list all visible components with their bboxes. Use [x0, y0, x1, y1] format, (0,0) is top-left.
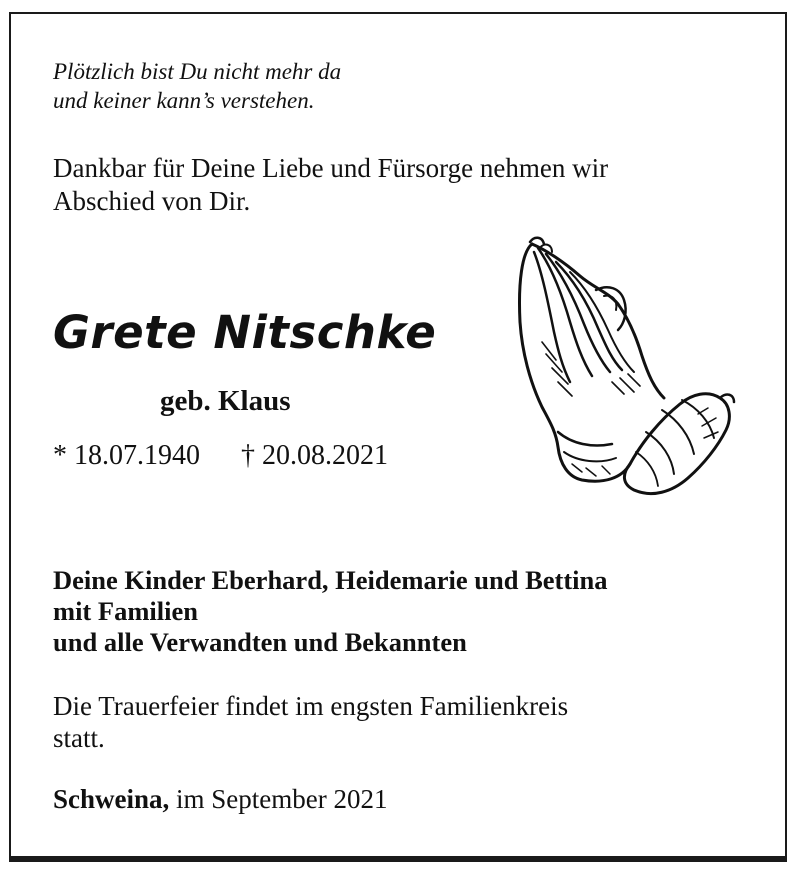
poem [53, 57, 341, 115]
life-dates [53, 440, 388, 472]
intro-line-2: Abschied von Dir. [53, 186, 251, 216]
poem-line-2: und keiner kann’s verstehen. [53, 88, 315, 113]
maiden-name: geb. Klaus [160, 385, 291, 417]
birth-date: * 18.07.1940 [53, 440, 200, 471]
death-date: † 20.08.2021 [241, 440, 388, 471]
mourners-line-2: mit Familien [53, 596, 198, 626]
place-name: Schweina, [53, 784, 170, 814]
intro-text [53, 152, 608, 218]
deceased-name: Grete Nitschke [53, 306, 437, 359]
praying-hands-icon [512, 232, 737, 507]
mourners-line-3: und alle Verwandten und Bekannten [53, 627, 467, 657]
frame-bottom-rule [11, 856, 785, 860]
mourners [53, 565, 608, 658]
poem-line-1: Plötzlich bist Du nicht mehr da [53, 59, 342, 84]
publication-date: im September 2021 [176, 784, 388, 814]
intro-line-1: Dankbar für Deine Liebe und Fürsorge nehmen wir [53, 153, 609, 183]
ceremony-note [53, 690, 568, 754]
ceremony-line-1: Die Trauerfeier findet im engsten Familienkreis [53, 691, 569, 721]
mourners-line-1: Deine Kinder Eberhard, Heidemarie und Bettina [53, 565, 608, 595]
ceremony-line-2: statt. [53, 723, 105, 753]
place-and-date [53, 784, 388, 815]
